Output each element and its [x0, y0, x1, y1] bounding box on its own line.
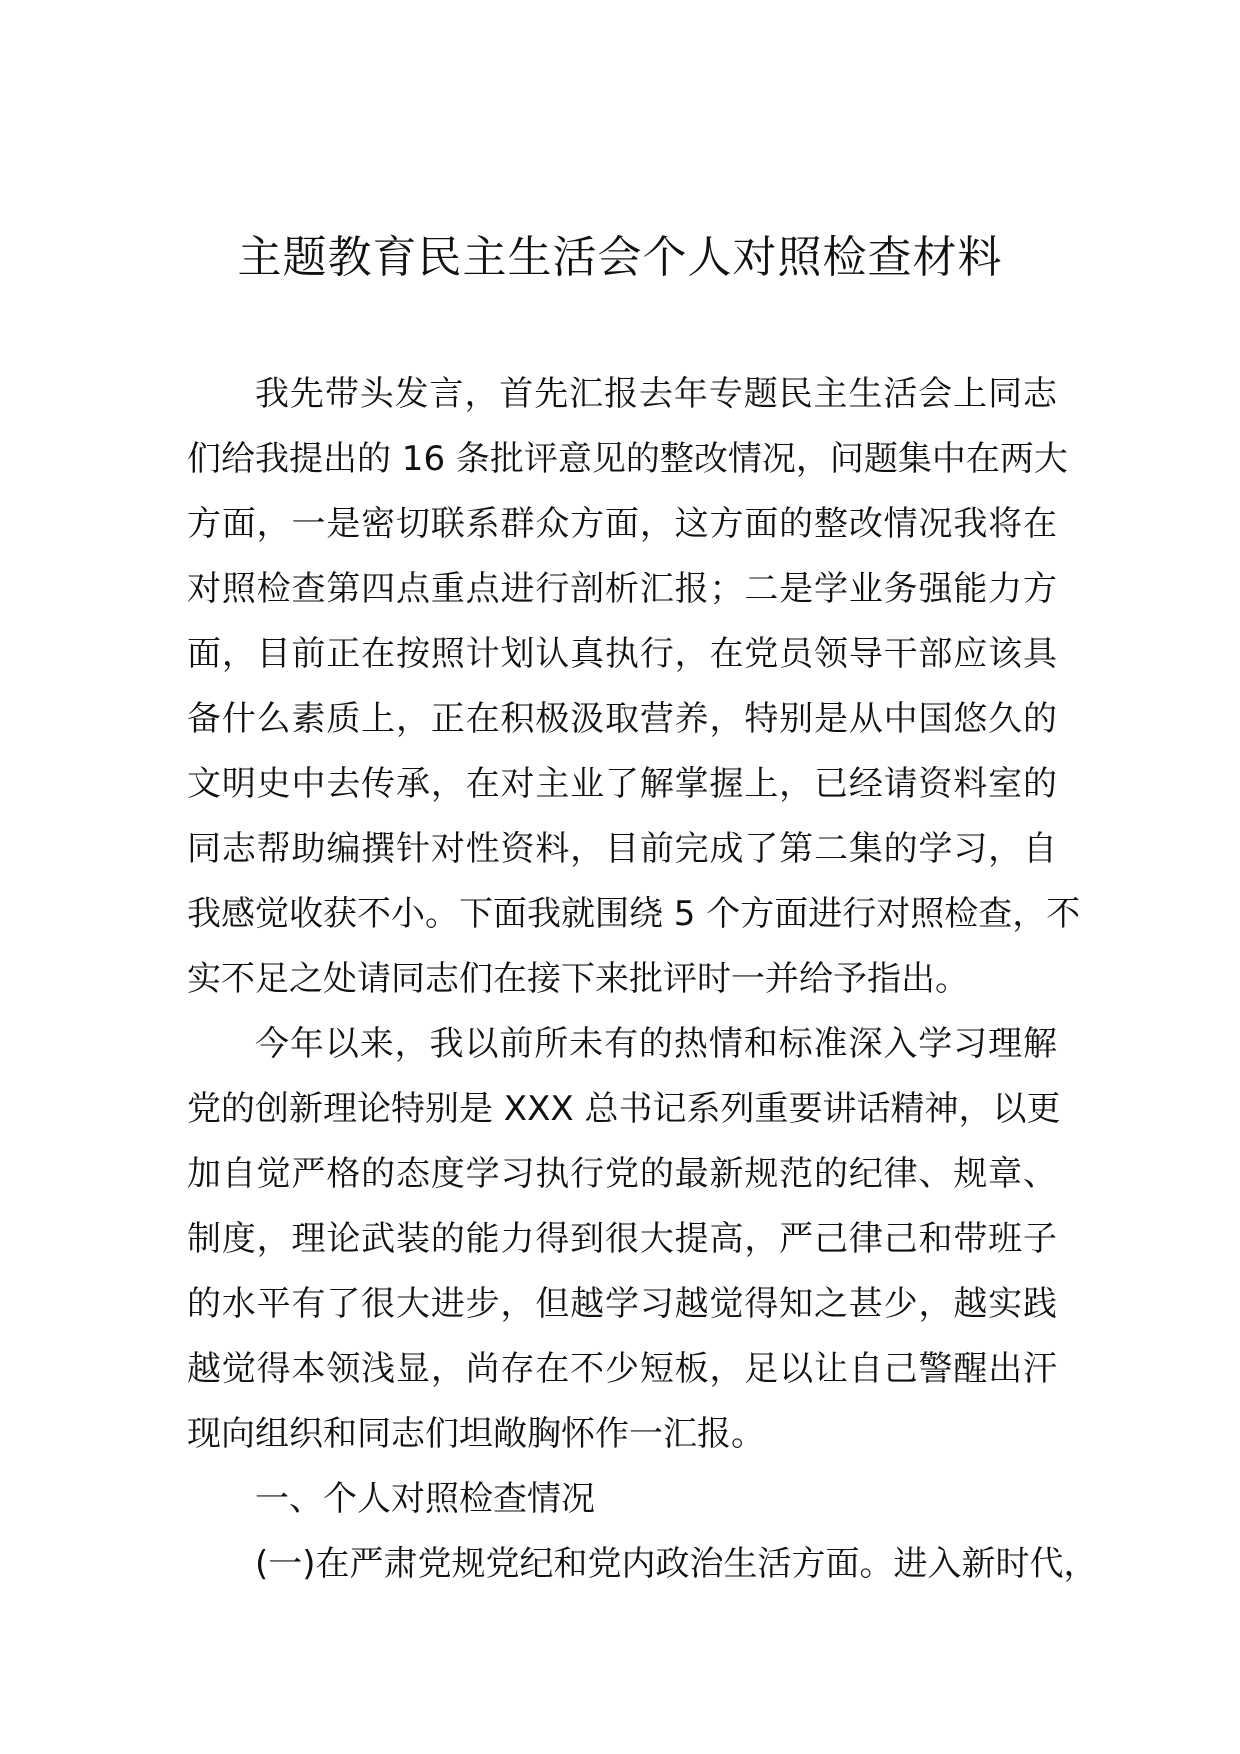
text-line: 党的创新理论特别是 XXX 总书记系列重要讲话精神，以更: [187, 1089, 1061, 1129]
text-line: 备什么素质上，正在积极汲取营养，特别是从中国悠久的: [187, 699, 1057, 739]
paragraph-intro: [187, 362, 1081, 1012]
text-line: 加自觉严格的态度学习执行党的最新规范的纪律、规章、: [187, 1154, 1057, 1194]
document-title: 主题教育民主生活会个人对照检查材料: [237, 232, 1003, 283]
text-line: 我先带头发言，首先汇报去年专题民主生活会上同志: [255, 374, 1057, 414]
section-heading: [187, 1467, 1057, 1532]
text-line: 实不足之处请同志们在接下来批评时一并给予指出。: [187, 959, 969, 999]
text-line: 同志帮助编撰针对性资料，目前完成了第二集的学习，自: [187, 829, 1057, 869]
text-line: 文明史中去传承，在对主业了解掌握上，已经请资料室的: [187, 764, 1057, 804]
paragraph-subsection-1: [187, 1532, 1098, 1597]
text-line: 今年以来，我以前所未有的热情和标准深入学习理解: [255, 1024, 1057, 1064]
text-line: 方面，一是密切联系群众方面，这方面的整改情况我将在: [187, 504, 1057, 544]
section-heading-text: 一、个人对照检查情况: [255, 1479, 595, 1519]
text-line: 现向组织和同志们坦敞胸怀作一汇报。: [187, 1414, 765, 1454]
text-line: 的水平有了很大进步，但越学习越觉得知之甚少，越实践: [187, 1284, 1057, 1324]
text-line: 我感觉收获不小。下面我就围绕 5 个方面进行对照检查，不: [187, 894, 1081, 934]
paragraph-study: [187, 1012, 1061, 1467]
text-line: 面，目前正在按照计划认真执行，在党员领导干部应该具: [187, 634, 1057, 674]
text-line: 制度，理论武装的能力得到很大提高，严己律己和带班子: [187, 1219, 1057, 1259]
text-line: 越觉得本领浅显，尚存在不少短板，足以让自己警醒出汗: [187, 1349, 1057, 1389]
text-line: (一)在严肃党规党纪和党内政治生活方面。进入新时代，: [255, 1544, 1098, 1584]
text-line: 对照检查第四点重点进行剖析汇报；二是学业务强能力方: [187, 569, 1057, 609]
document-body: [187, 362, 1098, 1597]
text-line: 们给我提出的 16 条批评意见的整改情况，问题集中在两大: [187, 439, 1068, 479]
